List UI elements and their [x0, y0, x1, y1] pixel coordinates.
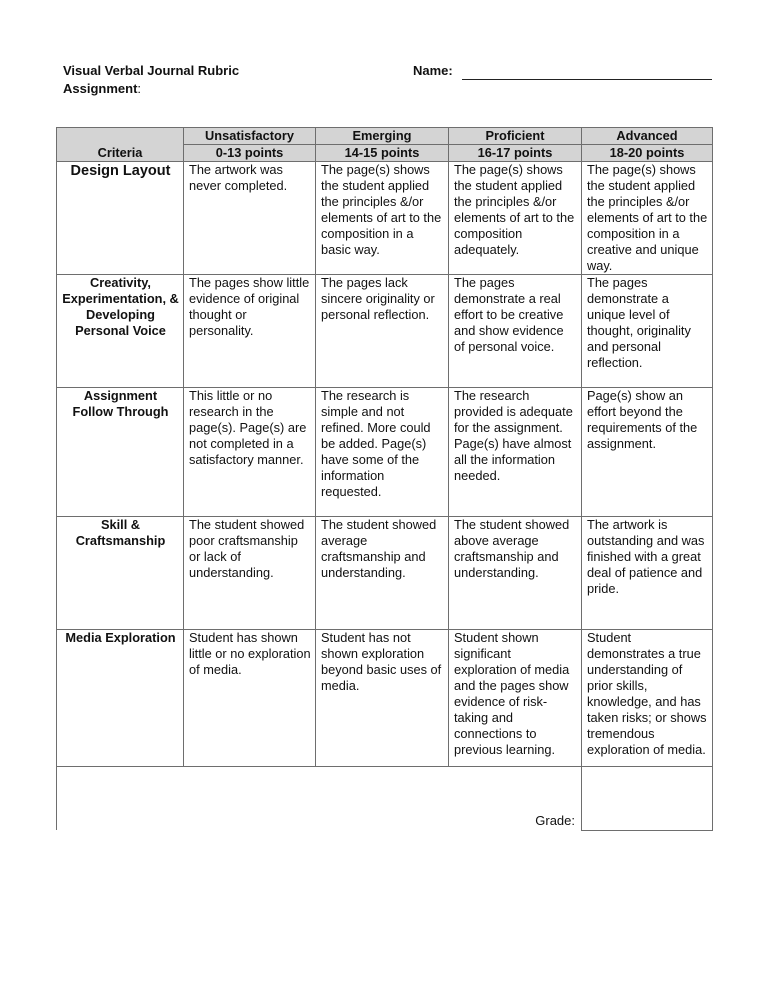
table-cell: Page(s) show an effort beyond the requirements of the assignment.: [582, 388, 713, 517]
level-header-unsatisfactory: Unsatisfactory 0-13 points: [184, 128, 316, 162]
rubric-table: [56, 127, 713, 831]
assignment-label: Assignment:: [63, 81, 142, 96]
table-row: [57, 630, 713, 767]
level-header-emerging: Emerging 14-15 points: [316, 128, 449, 162]
level-header-advanced: Advanced 18-20 points: [582, 128, 713, 162]
table-row: [57, 162, 713, 275]
table-cell: The student showed above average craftsmanship and understanding.: [449, 517, 582, 630]
grade-row: [57, 767, 713, 831]
name-label: Name:: [413, 63, 453, 78]
criterion-media-exploration: Media Exploration: [57, 630, 184, 767]
criteria-header: Criteria: [57, 128, 184, 162]
table-cell: The artwork is outstanding and was finished with a great deal of patience and pride.: [582, 517, 713, 630]
level-header-proficient: Proficient 16-17 points: [449, 128, 582, 162]
criterion-design-layout: Design Layout: [57, 162, 184, 275]
table-cell: Student has shown little or no exploration of media.: [184, 630, 316, 767]
header-row: [57, 128, 713, 162]
table-row: [57, 388, 713, 517]
table-cell: Student has not shown exploration beyond basic uses of media.: [316, 630, 449, 767]
table-row: [57, 517, 713, 630]
table-row: [57, 275, 713, 388]
table-cell: The page(s) shows the student applied the principles &/or elements of art to the composition adequately.: [449, 162, 582, 275]
name-line[interactable]: [462, 79, 712, 80]
table-cell: The page(s) shows the student applied the principles &/or elements of art to the composition in a basic way.: [316, 162, 449, 275]
table-cell: Student shown significant exploration of media and the pages show evidence of risk-taking and connections to previous learning.: [449, 630, 582, 767]
criterion-skill-craftsmanship: Skill & Craftsmanship: [57, 517, 184, 630]
table-cell: Student demonstrates a true understanding of prior skills, knowledge, and has taken risks; or shows tremendous exploration of media.: [582, 630, 713, 767]
grade-label: Grade:: [449, 767, 582, 831]
table-cell: The research provided is adequate for the assignment. Page(s) have almost all the information needed.: [449, 388, 582, 517]
table-cell: The pages lack sincere originality or personal reflection.: [316, 275, 449, 388]
rubric-title: Visual Verbal Journal Rubric: [63, 63, 240, 78]
table-cell: The pages show little evidence of original thought or personality.: [184, 275, 316, 388]
table-cell: The page(s) shows the student applied the principles &/or elements of art to the composition in a creative and unique way.: [582, 162, 713, 275]
table-cell: The student showed poor craftsmanship or lack of understanding.: [184, 517, 316, 630]
table-cell: The research is simple and not refined. More could be added. Page(s) have some of the information requested.: [316, 388, 449, 517]
table-cell: The artwork was never completed.: [184, 162, 316, 275]
criterion-assignment-follow-through: Assignment Follow Through: [57, 388, 184, 517]
table-cell: The pages demonstrate a real effort to be creative and show evidence of personal voice.: [449, 275, 582, 388]
table-cell: The pages demonstrate a unique level of thought, originality and personal reflection.: [582, 275, 713, 388]
table-cell: This little or no research in the page(s). Page(s) are not completed in a satisfactory manner.: [184, 388, 316, 517]
table-cell: The student showed average craftsmanship and understanding.: [316, 517, 449, 630]
grade-box[interactable]: [582, 767, 713, 831]
criterion-creativity: Creativity, Experimentation, & Developing Personal Voice: [57, 275, 184, 388]
